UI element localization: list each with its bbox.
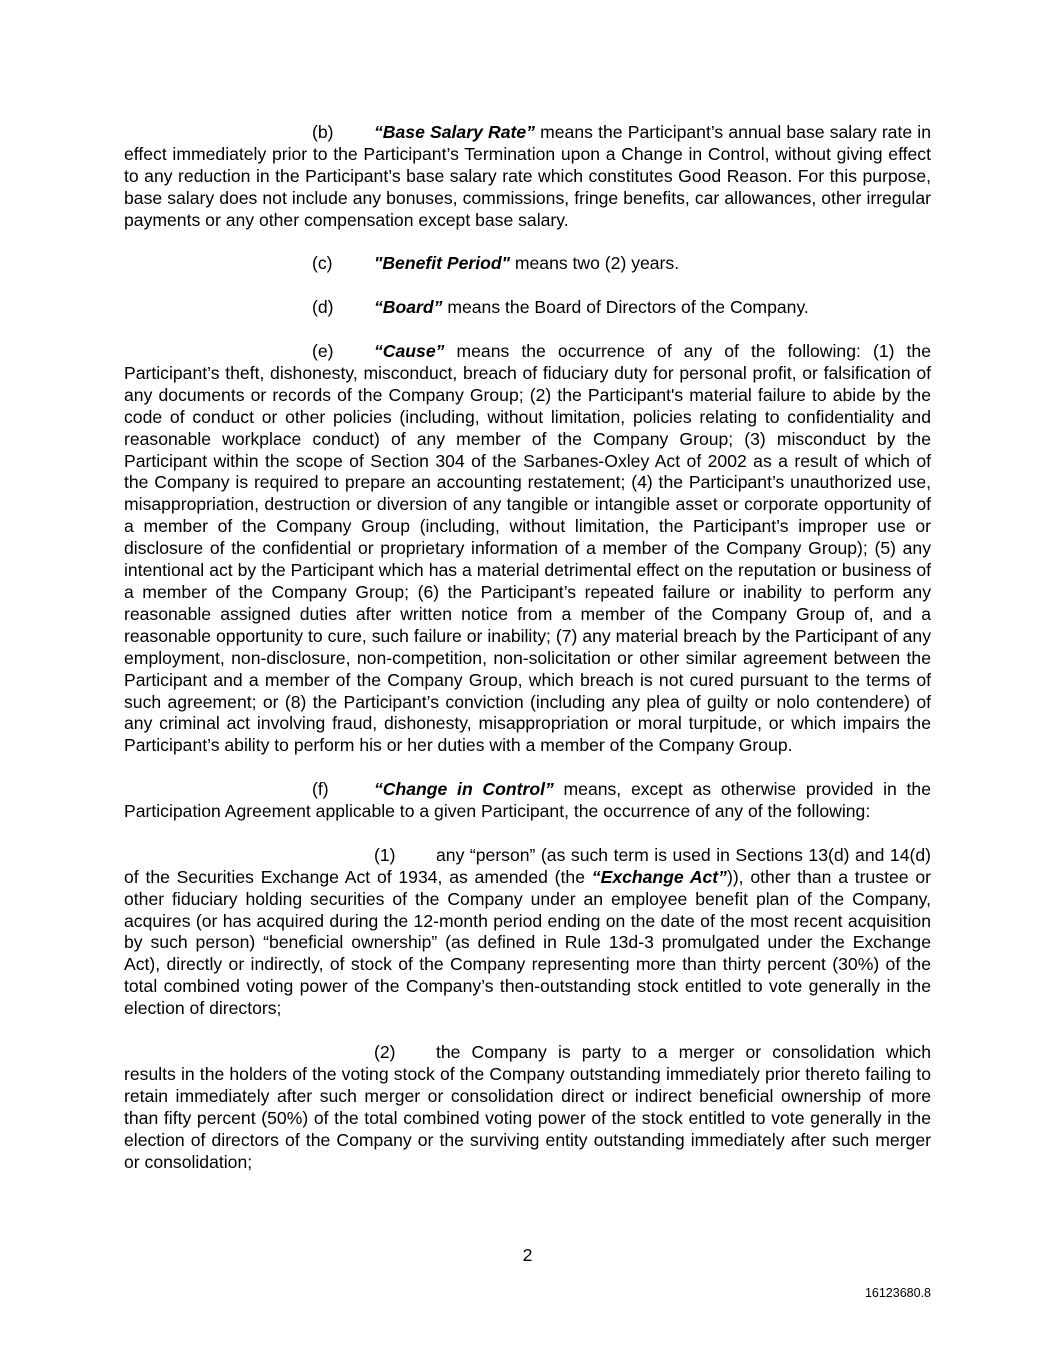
paragraph-b (124, 122, 931, 232)
paragraph-text: means the occurrence of any of the following: (1) the Participant’s theft, dishonesty, misconduct, breach of fiduciary duty for personal profit, or falsification of any documents or records of the Company Group; (2) the Participant's material failure to abide by the code of conduct or other policies (including, without limitation, policies relating to confidentiality and reasonable workplace conduct) of any member of the Company Group; (3) misconduct by the Participant within the scope of Section 304 of the Sarbanes-Oxley Act of 2002 as a result of which of the Company is required to prepare an accounting restatement; (4) the Participant’s unauthorized use, misappropriation, destruction or diversion of any tangible or intangible asset or corporate opportunity of a member of the Company Group (including, without limitation, the Participant’s improper use or disclosure of the confidential or proprietary information of a member of the Company Group); (5) any intentional act by the Participant which has a material detrimental effect on the reputation or business of a member of the Company Group; (6) the Participant’s repeated failure or inability to perform any reasonable assigned duties after written notice from a member of the Company Group of, and a reasonable opportunity to cure, such failure or inability; (7) any material breach by the Participant of any employment, non-disclosure, non-competition, non-solicitation or other similar agreement between the Participant and a member of the Company Group, which breach is not cured pursuant to the terms of such agreement; or (8) the Participant’s conviction (including any plea of guilty or nolo contendere) of any criminal act involving fraud, dishonesty, misappropriation or moral turpitude, or which impairs the Participant’s ability to perform his or her duties with a member of the Company Group. (124, 341, 931, 756)
defined-term: “Board” (374, 297, 443, 318)
defined-term: "Benefit Period" (374, 253, 510, 274)
paragraph-number: (d) (312, 297, 334, 318)
defined-term: “Cause” (374, 341, 445, 362)
paragraph-text: means two (2) years. (509, 253, 680, 274)
paragraph-number: (c) (312, 253, 333, 274)
paragraph-e (124, 341, 931, 757)
page-number: 2 (522, 1245, 533, 1265)
paragraph-f2 (124, 1042, 931, 1173)
paragraph-text: means the Participant’s annual base salary rate in effect immediately prior to the Participant’s Termination upon a Change in Control, without giving effect to any reduction in the Participant’s base salary rate which constitutes Good Reason. For this purpose, base salary does not include any bonuses, commissions, fringe benefits, car allowances, other irregular payments or any other compensation except base salary. (124, 122, 931, 230)
paragraph-number: (f) (312, 779, 329, 800)
defined-term: “Change in Control” (374, 779, 554, 800)
document-body (124, 122, 931, 1195)
defined-term: “Exchange Act” (591, 866, 727, 887)
paragraph-text: the Company is party to a merger or consolidation which results in the holders of the voting stock of the Company outstanding immediately prior thereto failing to retain immediately after such merger or consolidation direct or indirect beneficial ownership of more than fifty percent (50%) of the total combined voting power of the stock entitled to vote generally in the election of directors of the Company or the surviving entity outstanding immediately after such merger or consolidation; (124, 1041, 931, 1172)
defined-term: “Base Salary Rate” (374, 122, 535, 142)
paragraph-text: any “person” (as such term is used in Sections 13(d) and 14(d) of the Securities Exchange Act of 1934, as amended (the (124, 844, 931, 887)
paragraph-number: (e) (312, 341, 334, 362)
paragraph-text: )), other than a trustee or other fiduciary holding securities of the Company under an employee benefit plan of the Company, acquires (or has acquired during the 12-month period ending on the date of the most recent acquisition by such person) “beneficial ownership” (as defined in Rule 13d-3 promulgated under the Exchange Act), directly or indirectly, of stock of the Company representing more than thirty percent (30%) of the total combined voting power of the Company’s then-outstanding stock entitled to vote generally in the election of directors; (124, 866, 931, 1019)
document-id: 16123680.8 (864, 1286, 931, 1300)
paragraph-text: means the Board of Directors of the Company. (442, 297, 809, 318)
paragraph-number: (b) (312, 122, 334, 142)
paragraph-d (124, 297, 931, 319)
paragraph-c (124, 253, 931, 275)
paragraph-number: (1) (374, 844, 396, 865)
paragraph-f1 (124, 845, 931, 1020)
paragraph-f (124, 779, 931, 823)
paragraph-text: means, except as otherwise provided in the Participation Agreement applicable to a given Participant, the occurrence of any of the following: (124, 779, 931, 822)
paragraph-number: (2) (374, 1041, 396, 1062)
